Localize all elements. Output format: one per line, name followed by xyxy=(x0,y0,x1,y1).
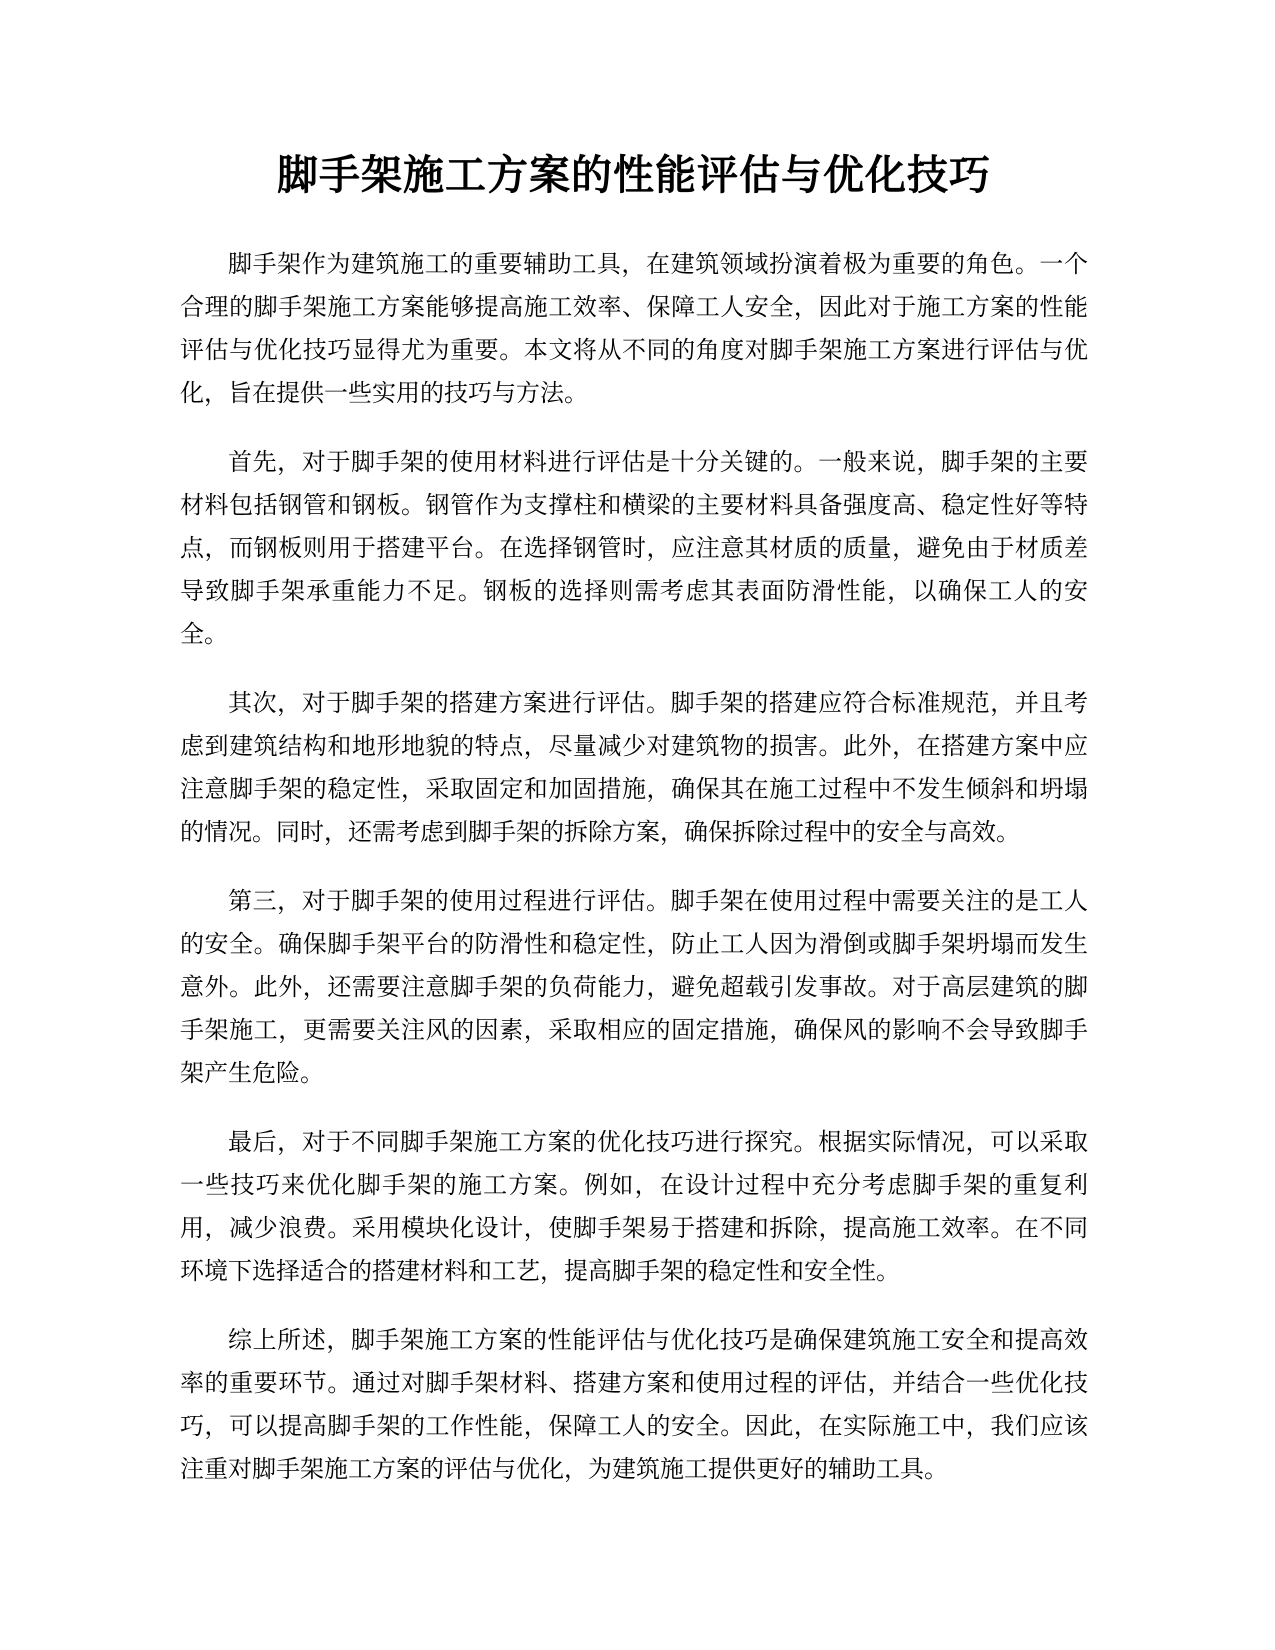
paragraph-usage-process: 第三，对于脚手架的使用过程进行评估。脚手架在使用过程中需要关注的是工人的安全。确保脚手架平台的防滑性和稳定性，防止工人因为滑倒或脚手架坍塌而发生意外。此外，还需要注意脚手架的负荷能力，避免超载引发事故。对于高层建筑的脚手架施工，更需要关注风的因素，采取相应的固定措施，确保风的影响不会导致脚手架产生危险。 xyxy=(180,887,1088,1087)
paragraph-optimization: 最后，对于不同脚手架施工方案的优化技巧进行探究。根据实际情况，可以采取一些技巧来优化脚手架的施工方案。例如，在设计过程中充分考虑脚手架的重复利用，减少浪费。采用模块化设计，使脚手架易于搭建和拆除，提高施工效率。在不同环境下选择适合的搭建材料和工艺，提高脚手架的稳定性和安全性。 xyxy=(180,1128,1088,1285)
paragraph-erection-plan: 其次，对于脚手架的搭建方案进行评估。脚手架的搭建应符合标准规范，并且考虑到建筑结构和地形地貌的特点，尽量减少对建筑物的损害。此外，在搭建方案中应注意脚手架的稳定性，采取固定和加固措施，确保其在施工过程中不发生倾斜和坍塌的情况。同时，还需考虑到脚手架的拆除方案，确保拆除过程中的安全与高效。 xyxy=(180,689,1088,846)
paragraph-materials: 首先，对于脚手架的使用材料进行评估是十分关键的。一般来说，脚手架的主要材料包括钢管和钢板。钢管作为支撑柱和横梁的主要材料具备强度高、稳定性好等特点，而钢板则用于搭建平台。在选择钢管时，应注意其材质的质量，避免由于材质差导致脚手架承重能力不足。钢板的选择则需考虑其表面防滑性能，以确保工人的安全。 xyxy=(180,448,1088,648)
document-title: 脚手架施工方案的性能评估与优化技巧 xyxy=(277,151,991,199)
paragraph-conclusion: 综上所述，脚手架施工方案的性能评估与优化技巧是确保建筑施工安全和提高效率的重要环节。通过对脚手架材料、搭建方案和使用过程的评估，并结合一些优化技巧，可以提高脚手架的工作性能，保障工人的安全。因此，在实际施工中，我们应该注重对脚手架施工方案的评估与优化，为建筑施工提供更好的辅助工具。 xyxy=(180,1326,1088,1483)
document-page xyxy=(180,145,1088,1517)
paragraph-intro: 脚手架作为建筑施工的重要辅助工具，在建筑领域扮演着极为重要的角色。一个合理的脚手架施工方案能够提高施工效率、保障工人安全，因此对于施工方案的性能评估与优化技巧显得尤为重要。本文将从不同的角度对脚手架施工方案进行评估与优化，旨在提供一些实用的技巧与方法。 xyxy=(180,250,1088,407)
